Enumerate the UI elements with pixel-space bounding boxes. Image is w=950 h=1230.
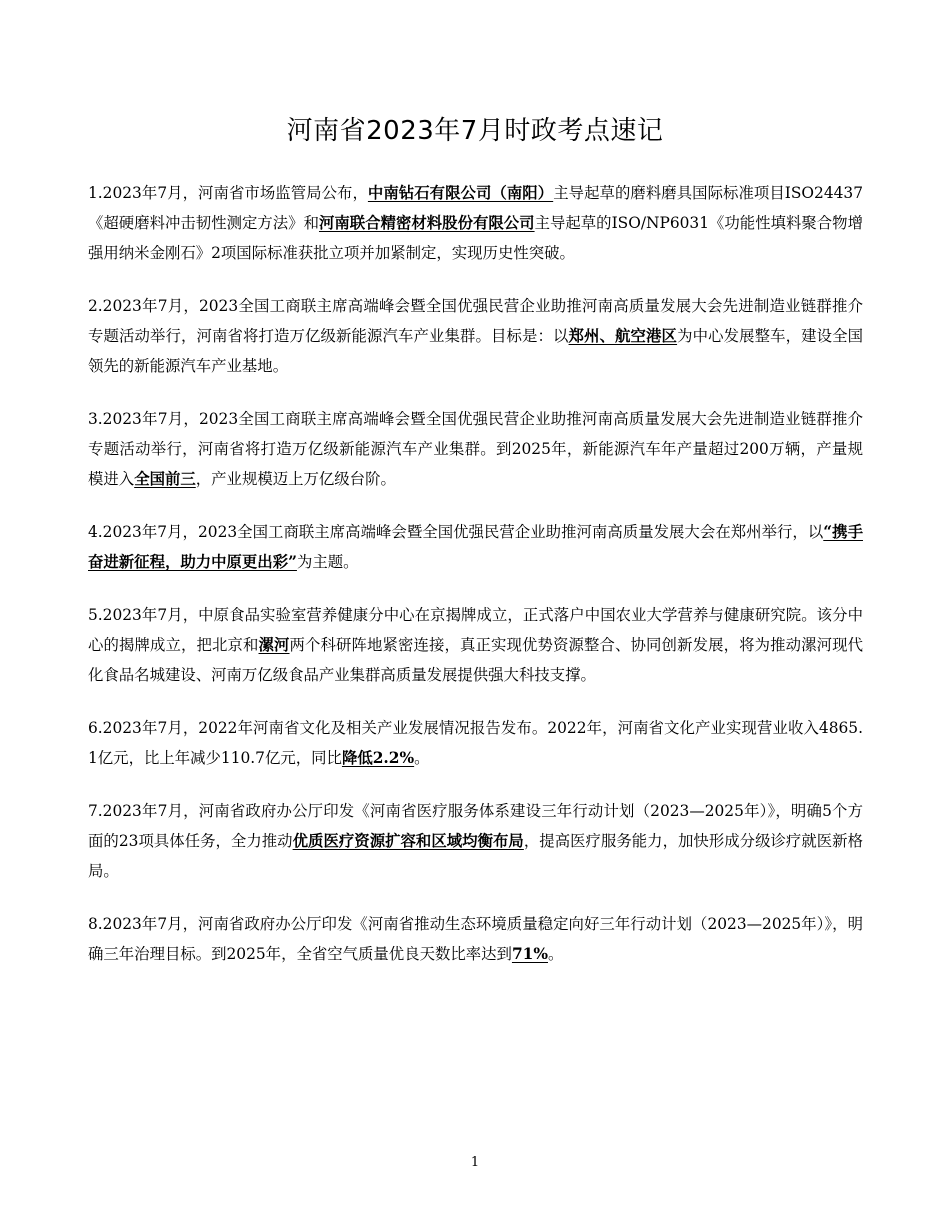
- item-6-text-2: 。: [414, 749, 430, 767]
- item-2: [88, 291, 863, 381]
- item-4-text-2: 为主题。: [296, 553, 359, 571]
- item-3: [88, 404, 863, 494]
- document-body: [88, 178, 863, 992]
- item-7-highlight: 优质医疗资源扩容和区域均衡布局: [292, 832, 524, 850]
- item-1: [88, 178, 863, 268]
- item-2-text-2: 为中心发展整车，建设全国领先的新能源汽车产业基地。: [88, 327, 863, 375]
- item-1-text-2: 主导起草的磨料磨具国际标准项目ISO24437《超硬磨料冲击韧性测定方法》和: [88, 184, 863, 232]
- item-2-highlight: 郑州、航空港区: [568, 327, 678, 345]
- item-7-text: 7.2023年7月，河南省政府办公厅印发《河南省医疗服务体系建设三年行动计划（2023—2025年）》，明确5个方面的23项具体任务，全力推动: [88, 802, 863, 850]
- item-5-highlight: 漯河: [258, 636, 290, 654]
- item-6-text: 6.2023年7月，2022年河南省文化及相关产业发展情况报告发布。2022年，河南省文化产业实现营业收入4865.1亿元，比上年减少110.7亿元，同比: [88, 719, 863, 767]
- page-number: 1: [470, 1155, 480, 1170]
- item-4: [88, 517, 863, 577]
- page-title: 河南省2023年7月时政考点速记: [286, 116, 664, 146]
- item-3-highlight: 全国前三: [134, 470, 196, 488]
- item-6-highlight: 降低2.2%: [341, 749, 415, 767]
- item-8-highlight: 71%: [511, 945, 548, 963]
- item-1-highlight-1: 中南钻石有限公司（南阳）: [367, 184, 554, 202]
- item-8-text-2: 。: [547, 945, 564, 963]
- item-1-text-3: 主导起草的ISO/NP6031《功能性填料聚合物增强用纳米金刚石》2项国际标准获批立项并加紧制定，实现历史性突破。: [88, 214, 863, 262]
- item-5-text: 5.2023年7月，中原食品实验室营养健康分中心在京揭牌成立，正式落户中国农业大学营养与健康研究院。该分中心的揭牌成立，把北京和: [88, 606, 863, 654]
- item-7-text-2: ，提高医疗服务能力，加快形成分级诊疗就医新格局。: [88, 832, 863, 880]
- item-3-text-2: ，产业规模迈上万亿级台阶。: [195, 470, 396, 488]
- item-4-text: 4.2023年7月，2023全国工商联主席高端峰会暨全国优强民营企业助推河南高质量发展大会在郑州举行，以: [88, 523, 824, 541]
- item-5-text-2: 两个科研阵地紧密连接，真正实现优势资源整合、协同创新发展，将为推动漯河现代化食品名城建设、河南万亿级食品产业集群高质量发展提供强大科技支撑。: [88, 636, 863, 684]
- item-7: [88, 796, 863, 886]
- item-5: [88, 600, 863, 690]
- item-8-text: 8.2023年7月，河南省政府办公厅印发《河南省推动生态环境质量稳定向好三年行动计划（2023—2025年）》，明确三年治理目标。到2025年，全省空气质量优良天数比率达到: [88, 915, 863, 963]
- item-8: [88, 909, 863, 969]
- item-1-text: 1.2023年7月，河南省市场监管局公布，: [88, 184, 368, 202]
- item-6: [88, 713, 863, 773]
- item-1-highlight-2: 河南联合精密材料股份有限公司: [318, 214, 535, 232]
- item-4-highlight: “携手奋进新征程，助力中原更出彩”: [88, 523, 863, 571]
- item-3-text: 3.2023年7月，2023全国工商联主席高端峰会暨全国优强民营企业助推河南高质量发展大会先进制造业链群推介专题活动举行，河南省将打造万亿级新能源汽车产业集群。到2025年，新能源汽车年产量超过200万辆，产量规模进入: [88, 410, 863, 488]
- item-2-text: 2.2023年7月，2023全国工商联主席高端峰会暨全国优强民营企业助推河南高质量发展大会先进制造业链群推介专题活动举行，河南省将打造万亿级新能源汽车产业集群。目标是：以: [88, 297, 863, 345]
